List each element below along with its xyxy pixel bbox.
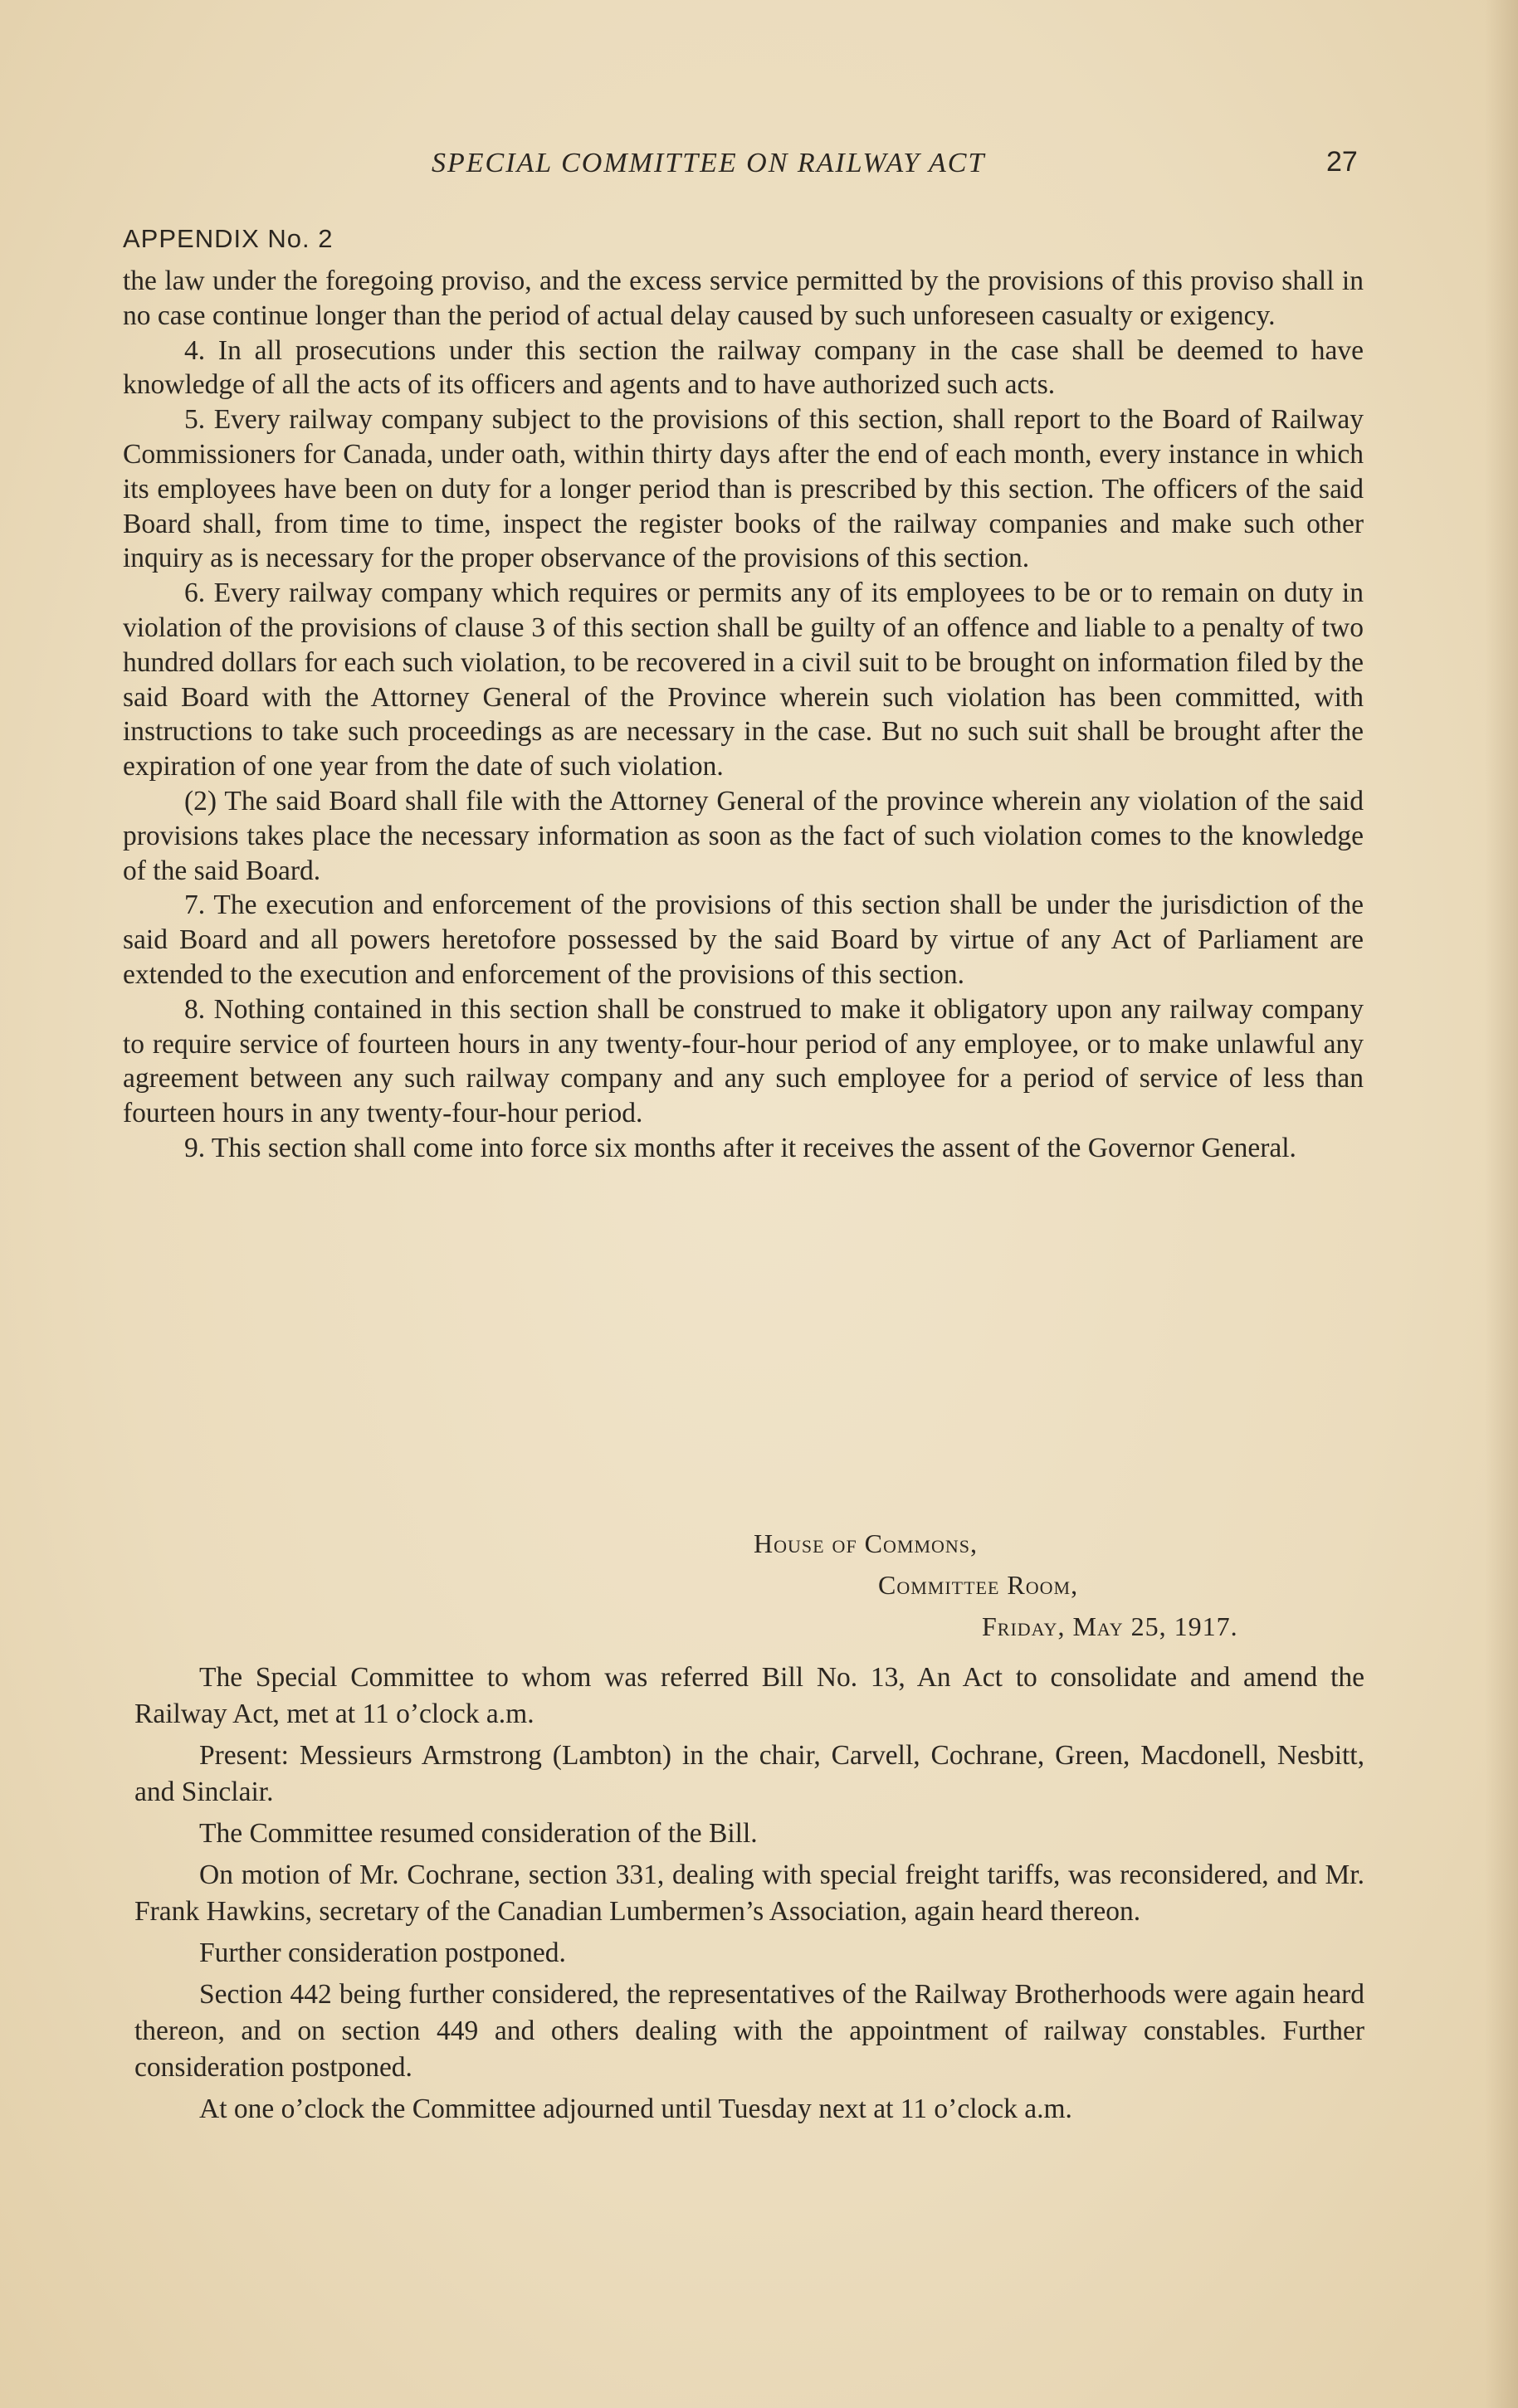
minutes-paragraph: On motion of Mr. Cochrane, section 331, dealing with special freight tariffs, was reconsidered, and Mr. Frank Hawkins, secretary of the Canadian Lumbermen’s Association, again heard thereon. xyxy=(134,1860,1364,1927)
page-number: 27 xyxy=(1326,146,1358,178)
meeting-place: House of Commons, xyxy=(754,1528,979,1558)
meeting-heading xyxy=(0,1528,1518,1653)
paragraph-clause-5: 5. Every railway company subject to the provisions of this section, shall report to the Board of Railway Commissioners for Canada, under oath, within thirty days after the end of each month, every instance in which its employees have been on duty for a longer period than is prescribed by this section. The officers of the said Board shall, from time to time, inspect the register books of the railway companies and make such other inquiry as is necessary for the proper observance of the provisions of this section. xyxy=(123,404,1364,574)
paragraph-clause-6-2: (2) The said Board shall file with the Attorney General of the province wherein any violation of the said provisions takes place the necessary information as soon as the fact of such violation comes to the knowledge of the said Board. xyxy=(123,785,1364,886)
statute-text xyxy=(123,264,1364,1166)
meeting-minutes xyxy=(134,1660,1364,2133)
meeting-date: Friday, May 25, 1917. xyxy=(982,1611,1238,1641)
paragraph-clause-8: 8. Nothing contained in this section shall be construed to make it obligatory upon any railway company to require service of fourteen hours in any twenty-four-hour period of any employee, or to make unlawful any agreement between any such railway company and any such employee for a period of service of less than fourteen hours in any twenty-four-hour period. xyxy=(123,993,1364,1129)
paragraph-clause-6: 6. Every railway company which requires or permits any of its employees to be or to remain on duty in violation of the provisions of clause 3 of this section shall be guilty of an offence and liable to a penalty of two hundred dollars for each such violation, to be recovered in a civil suit to be brought on information filed by the said Board with the Attorney General of the Province wherein such violation has been committed, with instructions to take such proceedings as are necessary in the case. But no such suit shall be brought after the expiration of one year from the date of such violation. xyxy=(123,578,1364,782)
minutes-paragraph: Further consideration postponed. xyxy=(199,1938,566,1968)
minutes-paragraph: Section 442 being further considered, the representatives of the Railway Brotherhoods were again heard thereon, and on section 449 and others dealing with the appointment of railway constables. Further consideration postponed. xyxy=(134,1979,1364,2083)
paragraph-clause-7: 7. The execution and enforcement of the provisions of this section shall be under the jurisdiction of the said Board and all powers heretofore possessed by the said Board by virtue of any Act of Parliament are extended to the execution and enforcement of the provisions of this section. xyxy=(123,890,1364,990)
minutes-paragraph: The Special Committee to whom was referred Bill No. 13, An Act to consolidate and amend the Railway Act, met at 11 o’clock a.m. xyxy=(134,1662,1364,1729)
appendix-label: APPENDIX No. 2 xyxy=(123,224,334,253)
page-edge-shadow xyxy=(1485,0,1518,2408)
running-title: SPECIAL COMMITTEE ON RAILWAY ACT xyxy=(432,148,986,178)
minutes-paragraph: At one o’clock the Committee adjourned until Tuesday next at 11 o’clock a.m. xyxy=(199,2094,1072,2124)
paragraph-clause-4: 4. In all prosecutions under this section the railway company in the case shall be deemed to have knowledge of all the acts of its officers and agents and to have authorized such acts. xyxy=(123,334,1364,401)
minutes-paragraph: The Committee resumed consideration of the Bill. xyxy=(199,1818,758,1849)
minutes-paragraph: Present: Messieurs Armstrong (Lambton) in the chair, Carvell, Cochrane, Green, Macdonell, Nesbitt, and Sinclair. xyxy=(134,1740,1364,1807)
meeting-room: Committee Room, xyxy=(878,1570,1079,1600)
paragraph-clause-9: 9. This section shall come into force six months after it receives the assent of the Governor General. xyxy=(184,1132,1296,1163)
paragraph-continuation: the law under the foregoing proviso, and the excess service permitted by the provisions of this proviso shall in no case continue longer than the period of actual delay caused by such unforeseen casualty or exigency. xyxy=(123,266,1364,331)
